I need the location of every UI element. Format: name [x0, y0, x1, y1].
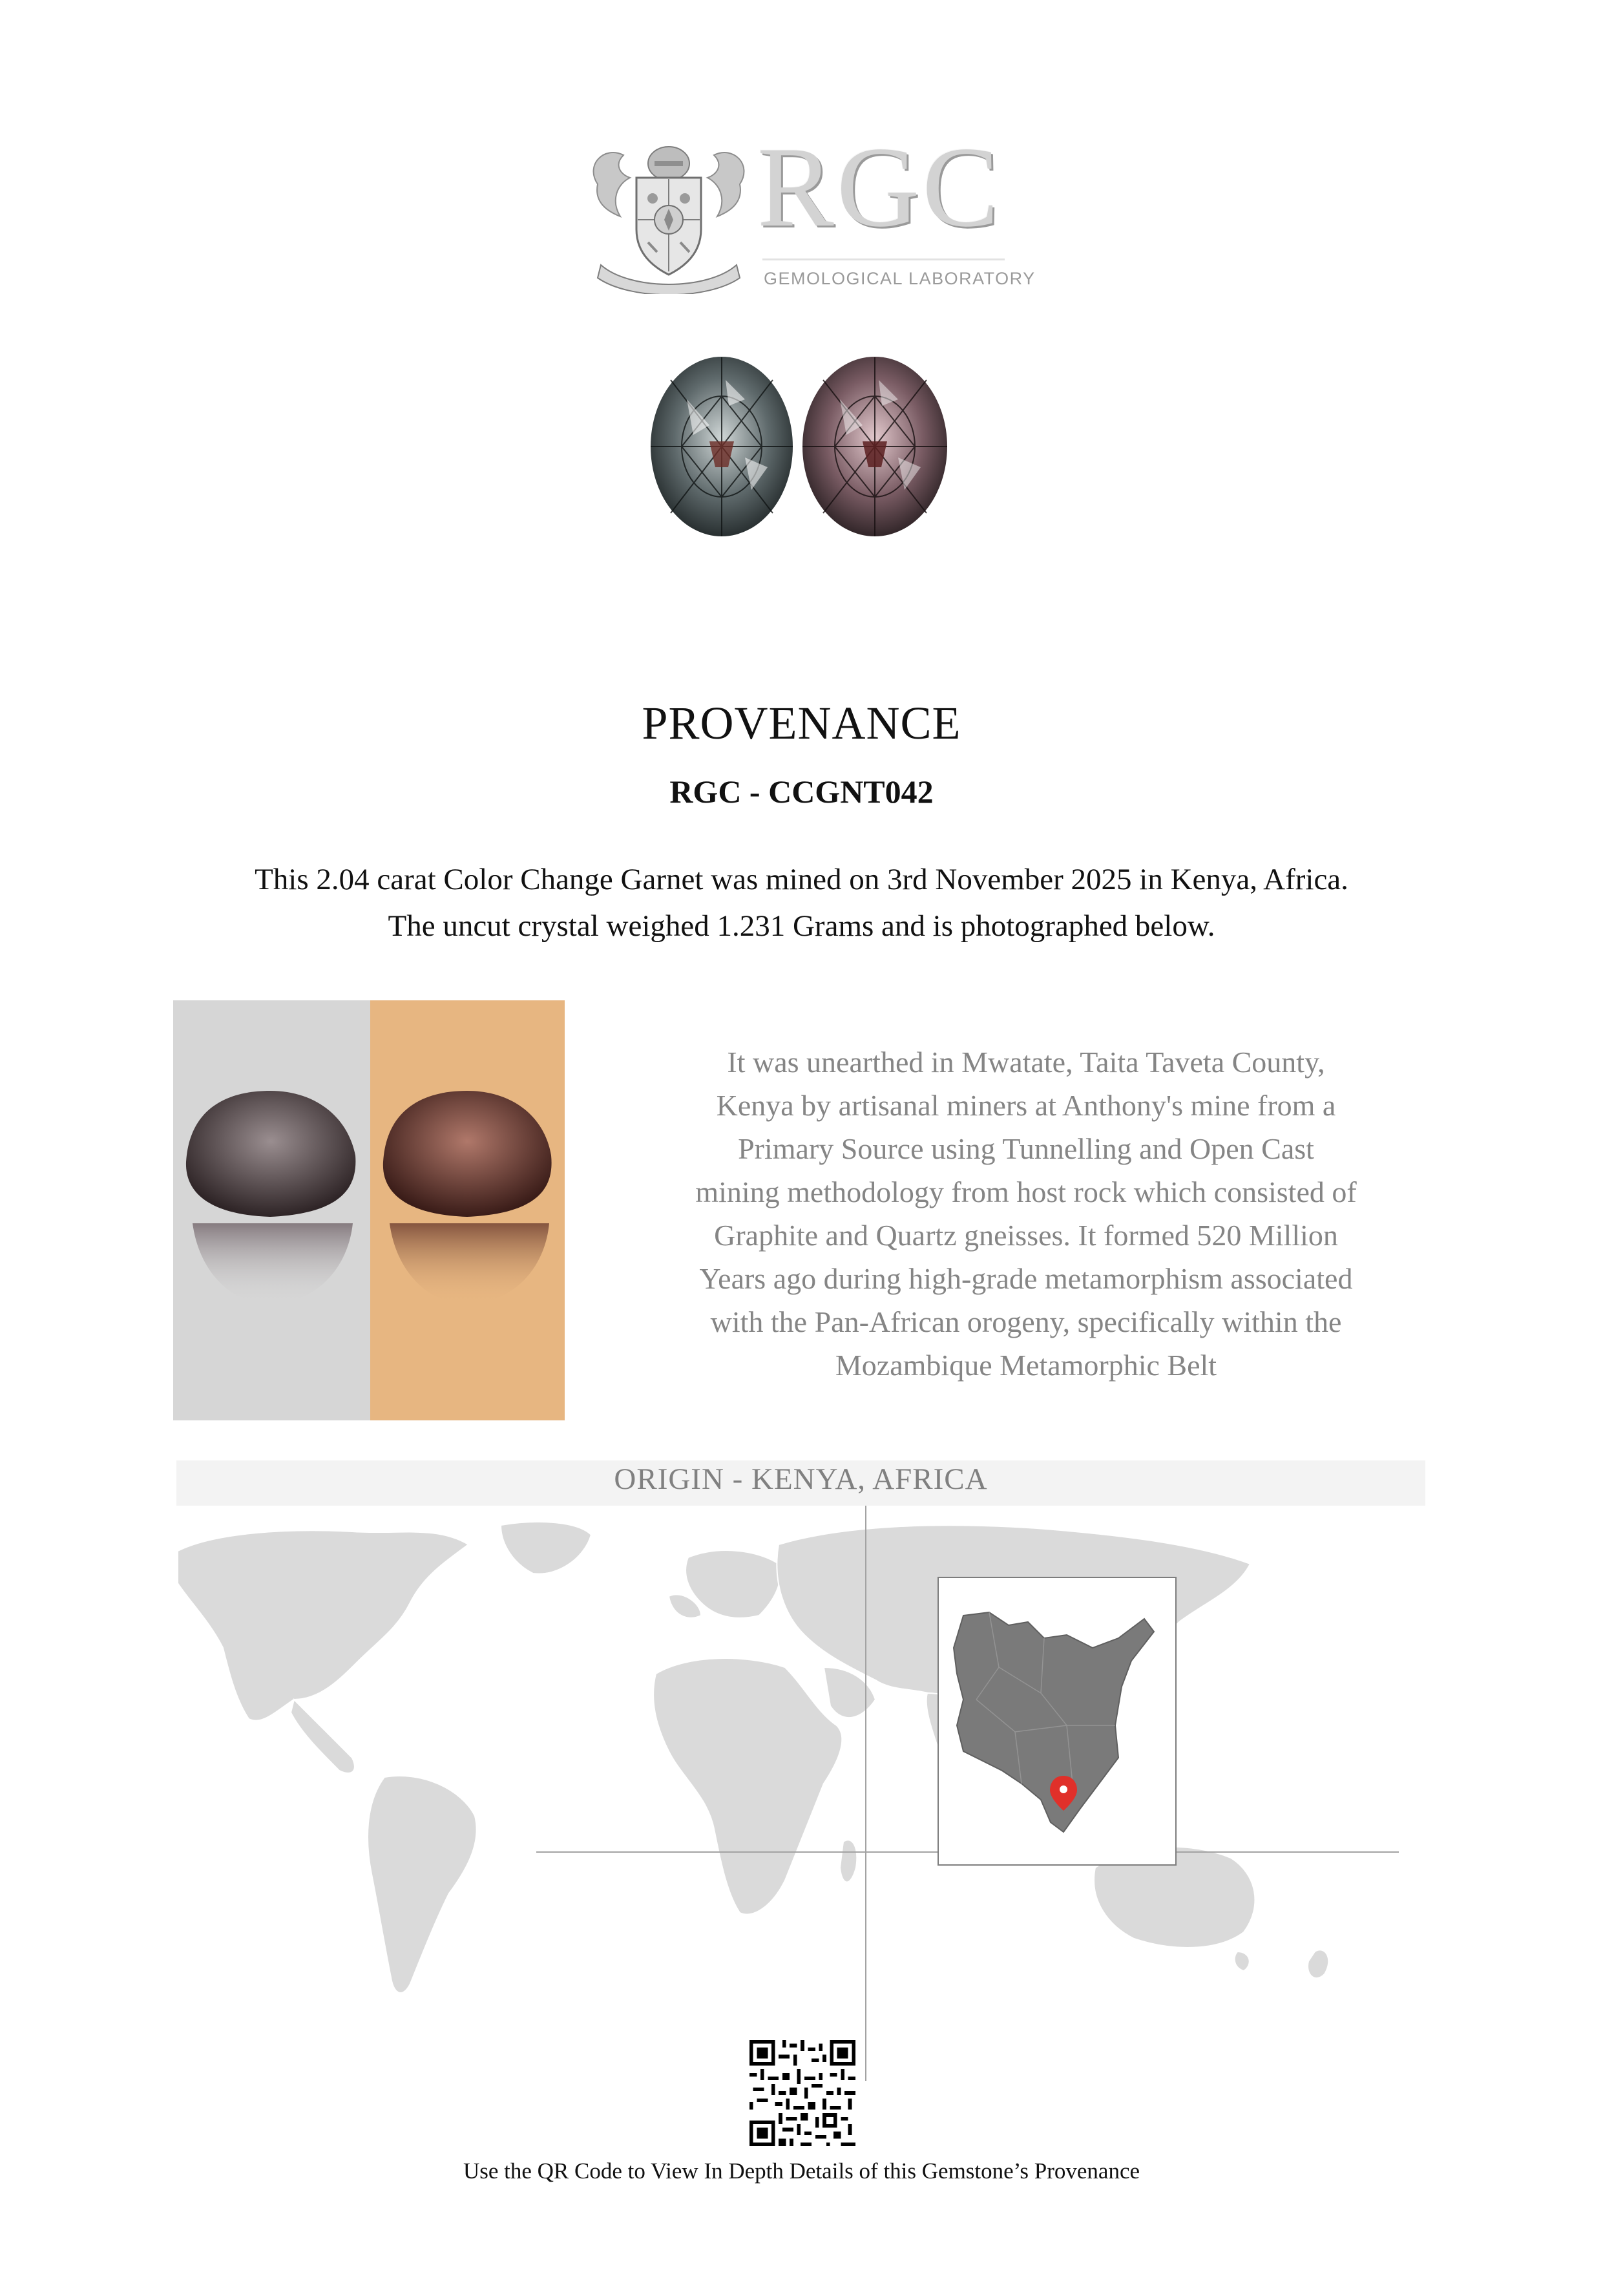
qr-instruction-text: Use the QR Code to View In Depth Details of this Gemstone’s Provenance [463, 2158, 1140, 2184]
rough-crystal-image [173, 1000, 565, 1420]
description-line: Graphite and Quartz gneisses. It formed 520 Million [714, 1219, 1338, 1252]
intro-paragraph [129, 856, 1474, 949]
origin-label: ORIGIN - KENYA, AFRICA [614, 1462, 988, 1496]
description-line: with the Pan-African orogeny, specifically within the [710, 1305, 1342, 1338]
description-line: It was unearthed in Mwatate, Taita Taveta County, [727, 1046, 1325, 1079]
kenya-inset-map [938, 1577, 1177, 1866]
gem-reference-number: RGC - CCGNT042 [669, 774, 934, 810]
wordmark-divider [762, 258, 1005, 260]
description-line: Mozambique Metamorphic Belt [835, 1349, 1217, 1382]
intro-line-1: This 2.04 carat Color Change Garnet was mined on 3rd November 2025 in Kenya, Africa. [255, 863, 1348, 896]
world-map [165, 1506, 1399, 2087]
provenance-description [645, 1040, 1407, 1387]
brand-subtitle: GEMOLOGICAL LABORATORY [764, 269, 1036, 288]
laboratory-crest-logo [585, 139, 753, 294]
cut-gem-incandescent-image [800, 354, 950, 539]
brand-wordmark: RGC [757, 123, 1001, 251]
description-line: Primary Source using Tunnelling and Open Cast [738, 1132, 1314, 1165]
provenance-qr-code[interactable] [749, 2040, 855, 2146]
page-title: PROVENANCE [642, 697, 961, 749]
cut-gem-daylight-image [648, 354, 795, 539]
description-line: Years ago during high-grade metamorphism associated [699, 1262, 1353, 1295]
description-line: Kenya by artisanal miners at Anthony's mine from a [716, 1089, 1336, 1122]
intro-line-2: The uncut crystal weighed 1.231 Grams and is photographed below. [388, 909, 1215, 943]
description-line: mining methodology from host rock which consisted of [695, 1175, 1357, 1208]
